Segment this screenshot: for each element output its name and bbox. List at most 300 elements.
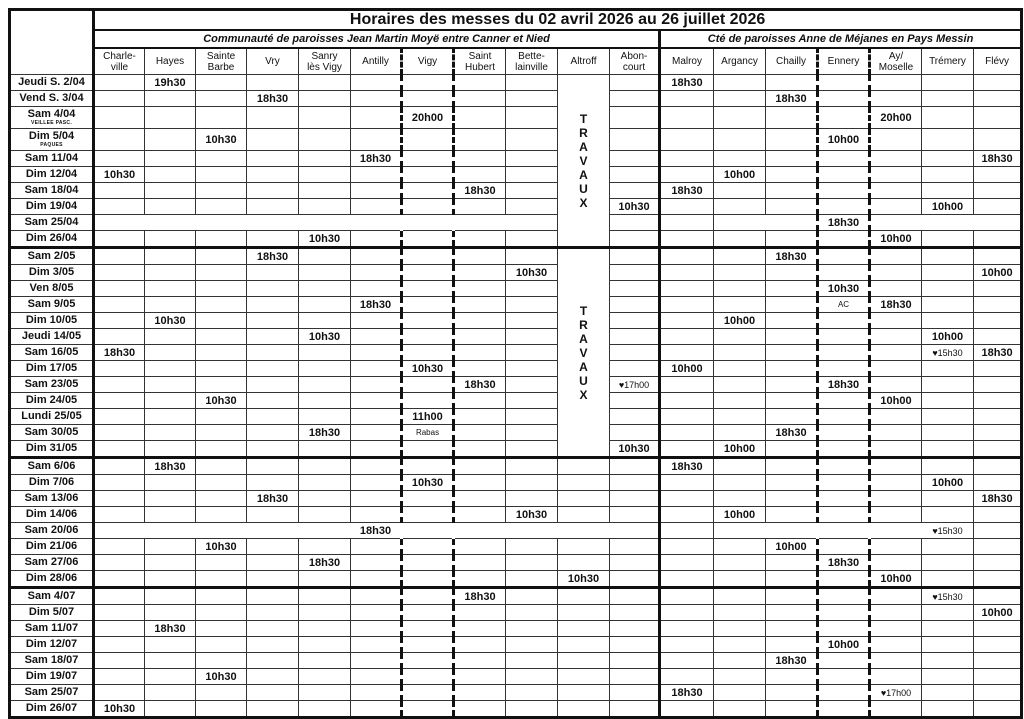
schedule-cell <box>610 701 660 718</box>
schedule-cell <box>766 523 818 539</box>
schedule-cell <box>454 129 506 151</box>
schedule-cell <box>974 297 1022 313</box>
schedule-table <box>8 8 1023 719</box>
schedule-cell <box>351 523 402 539</box>
schedule-cell <box>454 361 506 377</box>
schedule-cell <box>974 151 1022 167</box>
schedule-cell <box>196 588 247 605</box>
schedule-cell <box>714 653 766 669</box>
mass-time: 10h30 <box>205 133 237 146</box>
row-date <box>10 151 94 167</box>
schedule-cell <box>196 507 247 523</box>
schedule-cell <box>299 183 351 199</box>
schedule-cell <box>660 637 714 653</box>
schedule-cell <box>660 588 714 605</box>
schedule-cell <box>402 129 454 151</box>
schedule-cell <box>506 653 558 669</box>
schedule-cell <box>402 701 454 718</box>
date-label: Sam 25/07 <box>24 686 79 698</box>
schedule-cell <box>299 265 351 281</box>
schedule-cell <box>145 409 196 425</box>
mass-time: 10h00 <box>723 168 756 181</box>
row-date <box>10 248 94 265</box>
schedule-cell <box>351 265 402 281</box>
schedule-cell <box>351 458 402 475</box>
schedule-cell <box>766 281 818 297</box>
schedule-cell <box>351 475 402 491</box>
schedule-cell <box>145 345 196 361</box>
schedule-cell <box>454 701 506 718</box>
schedule-cell <box>351 425 402 441</box>
schedule-cell <box>196 107 247 129</box>
schedule-cell <box>922 441 974 458</box>
schedule-cell <box>974 653 1022 669</box>
schedule-cell <box>870 555 922 571</box>
date-label: Dim 19/07 <box>25 670 78 682</box>
schedule-cell <box>714 248 766 265</box>
schedule-cell <box>402 361 454 377</box>
schedule-cell <box>922 507 974 523</box>
schedule-cell <box>818 621 870 637</box>
schedule-cell <box>351 297 402 313</box>
schedule-cell <box>454 669 506 685</box>
schedule-cell <box>145 555 196 571</box>
schedule-cell <box>660 281 714 297</box>
schedule-cell <box>351 329 402 345</box>
date-label: Sam 18/07 <box>24 654 79 666</box>
row-date <box>10 377 94 393</box>
schedule-cell <box>922 265 974 281</box>
row-date <box>10 345 94 361</box>
schedule-cell <box>94 345 145 361</box>
schedule-row <box>10 491 1022 507</box>
mass-time: 10h30 <box>515 266 548 279</box>
schedule-cell <box>974 491 1022 507</box>
schedule-cell <box>402 425 454 441</box>
schedule-cell <box>870 653 922 669</box>
schedule-cell <box>247 425 299 441</box>
date-label: Dim 3/05 <box>28 266 75 278</box>
schedule-cell <box>714 313 766 329</box>
schedule-cell <box>247 151 299 167</box>
schedule-cell <box>299 441 351 458</box>
schedule-row <box>10 555 1022 571</box>
schedule-cell <box>714 129 766 151</box>
schedule-cell <box>660 75 714 91</box>
schedule-cell <box>870 361 922 377</box>
schedule-cell <box>922 605 974 621</box>
schedule-cell <box>247 313 299 329</box>
schedule-cell <box>506 265 558 281</box>
schedule-cell <box>299 129 351 151</box>
schedule-cell <box>94 107 145 129</box>
schedule-cell <box>714 425 766 441</box>
date-label: Sam 11/04 <box>24 152 79 164</box>
schedule-cell <box>974 167 1022 183</box>
schedule-cell <box>870 345 922 361</box>
schedule-cell <box>922 475 974 491</box>
schedule-cell <box>818 393 870 409</box>
schedule-cell <box>766 588 818 605</box>
schedule-cell <box>351 183 402 199</box>
schedule-cell <box>766 265 818 281</box>
schedule-cell <box>870 313 922 329</box>
schedule-cell <box>506 297 558 313</box>
schedule-cell <box>660 621 714 637</box>
mass-time: 10h30 <box>618 442 650 455</box>
row-date <box>10 491 94 507</box>
schedule-row <box>10 475 1022 491</box>
schedule-cell <box>610 621 660 637</box>
schedule-cell <box>506 248 558 265</box>
schedule-cell <box>818 669 870 685</box>
schedule-cell <box>145 637 196 653</box>
mass-time: 18h30 <box>827 556 860 569</box>
schedule-cell <box>766 313 818 329</box>
schedule-cell <box>870 605 922 621</box>
row-date <box>10 91 94 107</box>
schedule-cell <box>558 523 610 539</box>
schedule-cell <box>454 491 506 507</box>
schedule-cell <box>610 507 660 523</box>
schedule-cell <box>610 215 660 231</box>
schedule-row <box>10 539 1022 555</box>
schedule-cell <box>196 458 247 475</box>
schedule-cell <box>558 701 610 718</box>
schedule-row <box>10 588 1022 605</box>
schedule-cell <box>506 91 558 107</box>
mass-time: 10h30 <box>103 702 136 715</box>
schedule-cell <box>247 199 299 215</box>
schedule-cell <box>974 539 1022 555</box>
schedule-cell <box>145 669 196 685</box>
schedule-cell <box>766 377 818 393</box>
schedule-cell <box>974 329 1022 345</box>
row-date <box>10 701 94 718</box>
schedule-cell <box>94 297 145 313</box>
date-label: Dim 21/06 <box>25 540 78 552</box>
schedule-cell <box>196 637 247 653</box>
schedule-cell <box>454 685 506 701</box>
schedule-cell <box>818 507 870 523</box>
schedule-cell <box>402 621 454 637</box>
schedule-cell <box>196 491 247 507</box>
schedule-cell <box>870 107 922 129</box>
schedule-cell <box>247 588 299 605</box>
schedule-cell <box>610 199 660 215</box>
schedule-cell <box>870 475 922 491</box>
schedule-cell <box>402 539 454 555</box>
schedule-cell <box>610 409 660 425</box>
schedule-cell <box>94 425 145 441</box>
schedule-cell <box>247 653 299 669</box>
schedule-cell <box>454 215 506 231</box>
schedule-cell <box>454 329 506 345</box>
schedule-cell <box>299 393 351 409</box>
schedule-cell <box>766 75 818 91</box>
schedule-cell <box>402 297 454 313</box>
schedule-cell <box>145 265 196 281</box>
schedule-cell <box>818 329 870 345</box>
column-header: Malroy <box>660 48 714 75</box>
date-label: Dim 5/04 <box>28 130 75 142</box>
schedule-cell <box>145 701 196 718</box>
schedule-cell <box>714 409 766 425</box>
mass-time: 10h00 <box>671 362 703 375</box>
schedule-cell <box>299 151 351 167</box>
schedule-cell <box>766 129 818 151</box>
schedule-cell <box>145 588 196 605</box>
schedule-cell <box>196 281 247 297</box>
mass-time: 18h30 <box>671 184 703 197</box>
schedule-cell <box>299 345 351 361</box>
column-header-row <box>10 48 1022 75</box>
schedule-cell <box>94 653 145 669</box>
schedule-cell <box>454 281 506 297</box>
date-label: Jeudi 14/05 <box>21 330 82 342</box>
schedule-cell <box>922 409 974 425</box>
schedule-cell <box>454 571 506 588</box>
schedule-cell <box>922 555 974 571</box>
mass-time: 10h30 <box>567 572 600 585</box>
schedule-cell <box>558 539 610 555</box>
schedule-cell <box>818 151 870 167</box>
date-label: Sam 20/06 <box>24 524 79 536</box>
schedule-cell <box>818 183 870 199</box>
schedule-cell <box>351 313 402 329</box>
schedule-cell <box>196 555 247 571</box>
schedule-cell <box>922 637 974 653</box>
schedule-cell <box>402 605 454 621</box>
mass-time: 10h30 <box>205 670 237 683</box>
schedule-row <box>10 361 1022 377</box>
date-note: VEILLEE PASC. <box>30 120 73 126</box>
schedule-cell <box>454 91 506 107</box>
schedule-cell <box>247 265 299 281</box>
mass-time: 10h00 <box>880 394 912 407</box>
mass-time: 18h30 <box>359 152 392 165</box>
date-label: Sam 4/07 <box>27 590 76 602</box>
schedule-cell <box>974 425 1022 441</box>
mass-time: 10h30 <box>411 362 444 375</box>
schedule-cell <box>402 653 454 669</box>
schedule-cell <box>922 91 974 107</box>
schedule-cell <box>766 507 818 523</box>
schedule-cell <box>870 231 922 248</box>
schedule-cell <box>870 409 922 425</box>
schedule-cell <box>610 441 660 458</box>
schedule-cell <box>714 669 766 685</box>
schedule-cell <box>247 297 299 313</box>
schedule-cell <box>454 507 506 523</box>
schedule-cell <box>299 539 351 555</box>
schedule-cell <box>247 215 299 231</box>
mass-time: 18h30 <box>775 250 807 263</box>
date-label: Sam 11/07 <box>24 622 79 634</box>
date-label: Sam 16/05 <box>24 346 79 358</box>
schedule-row <box>10 345 1022 361</box>
schedule-cell <box>714 441 766 458</box>
mass-time: 18h30 <box>308 426 341 439</box>
schedule-cell <box>714 539 766 555</box>
column-header: Flévy <box>974 48 1022 75</box>
schedule-cell <box>766 107 818 129</box>
schedule-cell <box>351 281 402 297</box>
schedule-cell <box>922 393 974 409</box>
schedule-cell <box>870 377 922 393</box>
schedule-cell <box>94 313 145 329</box>
row-date <box>10 475 94 491</box>
schedule-cell <box>870 685 922 701</box>
schedule-cell <box>974 571 1022 588</box>
date-label: Dim 26/04 <box>25 232 78 244</box>
schedule-cell <box>299 199 351 215</box>
schedule-cell <box>714 345 766 361</box>
schedule-row <box>10 458 1022 475</box>
schedule-row <box>10 653 1022 669</box>
schedule-cell <box>610 571 660 588</box>
schedule-cell <box>818 265 870 281</box>
schedule-cell <box>870 151 922 167</box>
schedule-cell <box>922 231 974 248</box>
schedule-cell <box>351 231 402 248</box>
schedule-cell <box>299 653 351 669</box>
schedule-cell <box>402 555 454 571</box>
schedule-cell <box>506 637 558 653</box>
schedule-cell <box>299 458 351 475</box>
mass-time: 10h30 <box>515 508 548 521</box>
schedule-cell <box>558 507 610 523</box>
schedule-cell <box>402 441 454 458</box>
schedule-cell <box>454 475 506 491</box>
schedule-cell <box>94 605 145 621</box>
schedule-row <box>10 75 1022 91</box>
schedule-cell <box>145 75 196 91</box>
schedule-cell <box>660 313 714 329</box>
schedule-cell <box>145 329 196 345</box>
mass-time: 10h00 <box>827 638 860 651</box>
schedule-cell <box>974 475 1022 491</box>
row-date <box>10 167 94 183</box>
schedule-cell <box>247 685 299 701</box>
schedule-cell <box>506 167 558 183</box>
schedule-cell <box>402 215 454 231</box>
row-date <box>10 297 94 313</box>
schedule-cell <box>922 685 974 701</box>
date-label: Sam 25/04 <box>24 216 79 228</box>
schedule-cell <box>454 199 506 215</box>
schedule-cell <box>714 167 766 183</box>
schedule-cell <box>870 441 922 458</box>
schedule-cell <box>351 393 402 409</box>
schedule-cell <box>145 167 196 183</box>
schedule-cell <box>766 701 818 718</box>
schedule-cell <box>870 571 922 588</box>
date-label: Sam 9/05 <box>27 298 76 310</box>
mass-time: 18h30 <box>827 378 860 391</box>
schedule-cell <box>196 75 247 91</box>
schedule-cell <box>402 231 454 248</box>
row-date <box>10 313 94 329</box>
schedule-cell <box>610 231 660 248</box>
schedule-cell <box>870 669 922 685</box>
schedule-cell <box>714 231 766 248</box>
schedule-cell <box>558 685 610 701</box>
schedule-cell <box>247 491 299 507</box>
schedule-row <box>10 313 1022 329</box>
schedule-cell <box>660 361 714 377</box>
schedule-cell <box>974 409 1022 425</box>
schedule-cell <box>454 265 506 281</box>
schedule-cell <box>818 701 870 718</box>
date-label: Dim 19/04 <box>25 200 78 212</box>
schedule-cell <box>974 248 1022 265</box>
schedule-cell <box>506 393 558 409</box>
schedule-cell <box>299 313 351 329</box>
schedule-cell <box>299 669 351 685</box>
schedule-cell <box>922 167 974 183</box>
schedule-cell <box>506 507 558 523</box>
schedule-cell <box>818 345 870 361</box>
mass-time: 10h30 <box>411 476 444 489</box>
row-date <box>10 107 94 129</box>
schedule-cell <box>351 215 402 231</box>
schedule-cell <box>714 199 766 215</box>
date-label: Dim 7/06 <box>28 476 75 488</box>
schedule-cell <box>196 167 247 183</box>
schedule-cell <box>818 605 870 621</box>
schedule-cell <box>506 588 558 605</box>
schedule-cell <box>766 685 818 701</box>
schedule-cell <box>714 281 766 297</box>
schedule-cell <box>196 297 247 313</box>
schedule-cell <box>94 377 145 393</box>
schedule-cell <box>351 107 402 129</box>
schedule-cell <box>818 231 870 248</box>
special-mass-time: ♥15h30 <box>932 591 963 602</box>
row-date <box>10 129 94 151</box>
mass-time: 10h00 <box>880 572 912 585</box>
schedule-cell <box>196 393 247 409</box>
schedule-cell <box>145 199 196 215</box>
row-date <box>10 539 94 555</box>
schedule-cell <box>558 588 610 605</box>
schedule-row <box>10 441 1022 458</box>
schedule-cell <box>610 523 660 539</box>
schedule-row <box>10 507 1022 523</box>
schedule-cell <box>94 685 145 701</box>
schedule-cell <box>196 621 247 637</box>
corner-cell <box>10 10 94 75</box>
row-date <box>10 361 94 377</box>
column-header: Chailly <box>766 48 818 75</box>
schedule-cell <box>714 329 766 345</box>
schedule-cell <box>247 555 299 571</box>
schedule-cell <box>351 75 402 91</box>
schedule-cell <box>974 231 1022 248</box>
schedule-cell <box>974 605 1022 621</box>
schedule-cell <box>974 393 1022 409</box>
mass-time: 18h30 <box>308 556 341 569</box>
mass-time: 10h30 <box>205 394 237 407</box>
schedule-cell <box>402 475 454 491</box>
schedule-cell <box>766 183 818 199</box>
schedule-cell <box>818 199 870 215</box>
schedule-cell <box>196 215 247 231</box>
special-mass-time: ♥17h00 <box>618 379 650 390</box>
group-title-anne-de-mejanes: Cté de paroisses Anne de Méjanes en Pays Messin <box>660 30 1022 48</box>
mass-time: 18h30 <box>981 152 1013 165</box>
